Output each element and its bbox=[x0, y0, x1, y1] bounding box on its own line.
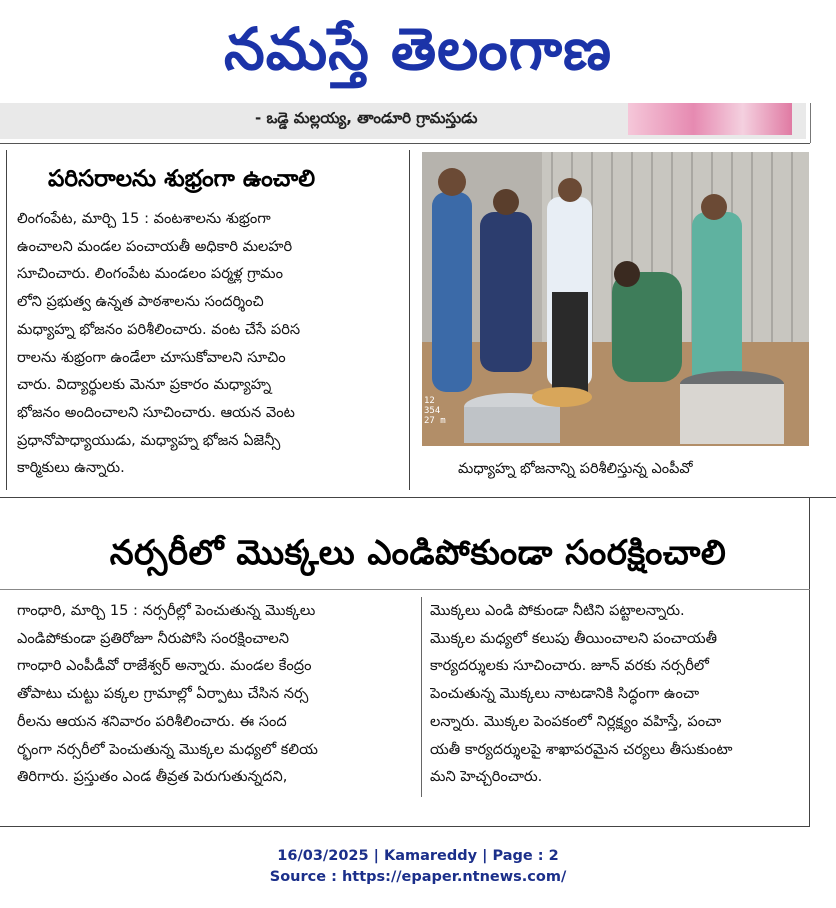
divider bbox=[0, 497, 836, 498]
text-line: లింగంపేట, మార్చి 15 : వంటశాలను శుభ్రంగా bbox=[17, 210, 271, 227]
text-line: తిరిగారు. ప్రస్తుతం ఎండ తీవ్రత పెరుగుతున్నదని, bbox=[17, 768, 288, 786]
text-line: యతీ కార్యదర్శులపై శాఖాపరమైన చర్యలు తీసుకుంటా bbox=[430, 740, 733, 758]
column-rule bbox=[421, 597, 422, 797]
divider bbox=[0, 826, 810, 827]
text-line: లోని ప్రభుత్వ ఉన్నత పాఠశాలను సందర్శించి bbox=[17, 293, 264, 311]
text-line: రాలను శుభ్రంగా ఉండేలా చూసుకోవాలని సూచిం bbox=[17, 348, 286, 366]
photo-caption: మధ్యాహ్న భోజనాన్ని పరిశీలిస్తున్న ఎంపీవో bbox=[458, 461, 693, 477]
text-line: ఎండిపోకుండా ప్రతిరోజూ నీరుపోసి సంరక్షించాలని bbox=[17, 629, 289, 647]
article1-photo bbox=[422, 152, 809, 446]
strip-quote: - ఒడ్డె మల్లయ్య, తాండూరి గ్రామస్తుడు bbox=[255, 109, 478, 127]
text-line: కార్యదర్శులకు సూచించారు. జూన్ వరకు నర్సరీలో bbox=[430, 657, 709, 675]
text-line: ర్భంగా నర్సరీలో పెంచుతున్న మొక్కల మధ్యలో కలియ bbox=[17, 740, 318, 758]
text-line: మధ్యాహ్న భోజనం పరిశీలించారు. వంట చేసే పరిస bbox=[17, 320, 301, 338]
text-line: ఉంచాలని మండల పంచాయతీ అధికారి మలహరి bbox=[17, 237, 293, 255]
text-line: గాంధారి, మార్చి 15 : నర్సరీల్లో పెంచుతున్న మొక్కలు bbox=[17, 602, 316, 619]
divider bbox=[810, 103, 811, 143]
column-rule bbox=[6, 150, 7, 490]
text-line: లన్నారు. మొక్కల పెంపకంలో నిర్లక్ష్యం వహిస్తే, పంచా bbox=[430, 712, 722, 730]
text-line: చారు. విద్యార్థులకు మెనూ ప్రకారం మధ్యాహ్న bbox=[17, 376, 272, 394]
photo-illustration bbox=[422, 152, 809, 446]
text-line: మని హెచ్చరించారు. bbox=[430, 768, 543, 786]
footer-source: Source : https://epaper.ntnews.com/ bbox=[269, 869, 567, 885]
text-line: మొక్కలు ఎండి పోకుండా నీటిని పట్టాలన్నారు. bbox=[430, 602, 685, 619]
newspaper-title: నమస్తే తెలంగాణ bbox=[224, 15, 612, 83]
text-line: పెంచుతున్న మొక్కలు నాటడానికి సిద్ధంగా ఉంచా bbox=[430, 685, 700, 703]
text-line: గాంధారి ఎంపీడీవో రాజేశ్వర్ అన్నారు. మండల కేంద్రం bbox=[17, 657, 312, 675]
text-line: రీలను ఆయన శనివారం పరిశీలించారు. ఈ సంద bbox=[17, 712, 287, 730]
column-rule bbox=[409, 150, 410, 490]
strip-photo bbox=[628, 103, 792, 135]
divider bbox=[0, 143, 810, 144]
divider bbox=[0, 589, 810, 590]
photo-stamp: 12 354 27 m bbox=[424, 396, 446, 426]
text-line: తోపాటు చుట్టు పక్కల గ్రామాల్లో ఏర్పాటు చేసిన నర్స bbox=[17, 685, 309, 703]
masthead bbox=[0, 0, 836, 100]
text-line: భోజనం అందించాలని సూచించారు. ఆయన వెంట bbox=[17, 403, 295, 421]
article2-headline: నర్సరీలో మొక్కలు ఎండిపోకుండా సంరక్షించాలి bbox=[109, 533, 727, 573]
text-line: సూచించారు. లింగంపేట మండలం పర్మళ్ల గ్రామం bbox=[17, 265, 283, 283]
text-line: ప్రధానోపాధ్యాయుడు, మధ్యాహ్న భోజన ఏజెన్సీ bbox=[17, 431, 281, 449]
text-line: మొక్కల మధ్యలో కలుపు తీయించాలని పంచాయతీ bbox=[430, 629, 718, 647]
text-line: కార్మికులు ఉన్నారు. bbox=[17, 459, 125, 477]
article1-headline: పరిసరాలను శుభ్రంగా ఉంచాలి bbox=[48, 166, 316, 192]
footer-dateline: 16/03/2025 | Kamareddy | Page : 2 bbox=[277, 848, 559, 864]
previous-article-strip bbox=[0, 103, 806, 139]
